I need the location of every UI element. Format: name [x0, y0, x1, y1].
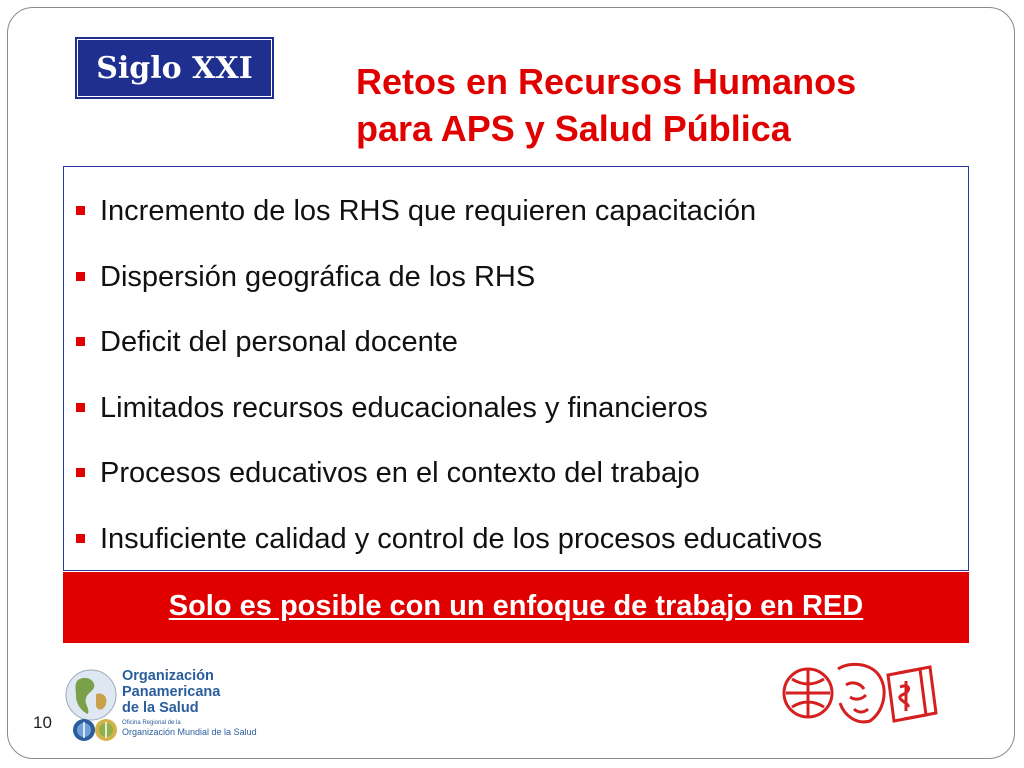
slide-title-line-1: Retos en Recursos Humanos [356, 61, 857, 102]
list-item [76, 259, 822, 325]
challenges-box [63, 166, 969, 571]
list-item-text: Deficit del personal docente [100, 326, 458, 359]
square-bullet-icon [76, 403, 85, 412]
logo-line-2: Panamericana [122, 684, 221, 700]
ops-logo [64, 666, 264, 748]
list-item-text: Incremento de los RHS que requieren capacitación [100, 195, 757, 227]
square-bullet-icon [76, 534, 85, 543]
square-bullet-icon [76, 468, 85, 477]
logo-line-1: Organización [122, 668, 214, 684]
list-item-text: Dispersión geográfica de los RHS [100, 260, 536, 293]
slide-title-line-2: para APS y Salud Pública [356, 108, 791, 149]
square-bullet-icon [76, 272, 85, 281]
challenges-list [76, 193, 822, 587]
paho-emblem-icon [94, 718, 118, 742]
slide-title [356, 58, 976, 152]
list-item-text: Procesos educativos en el contexto del trabajo [100, 457, 700, 490]
logo-small-line-1: Oficina Regional de la [122, 720, 181, 726]
century-badge: Siglo XXI [77, 39, 272, 97]
network-callout-text: Solo es posible con un enfoque de trabajo en RED [168, 590, 864, 622]
list-item [76, 193, 822, 259]
globe-icon [64, 668, 118, 722]
list-item-text: Limitados recursos educacionales y financieros [100, 391, 708, 424]
list-item [76, 390, 822, 456]
network-callout [63, 572, 969, 643]
page-number: 10 [33, 713, 52, 732]
square-bullet-icon [76, 337, 85, 346]
list-item [76, 324, 822, 390]
logo-line-3: de la Salud [122, 700, 199, 716]
who-emblem-icon [72, 718, 96, 742]
list-item-text: Insuficiente calidad y control de los procesos educativos [100, 522, 823, 555]
list-item [76, 455, 822, 521]
square-bullet-icon [76, 206, 85, 215]
logo-small-line-2: Organización Mundial de la Salud [122, 727, 257, 737]
campus-emblem-icon [780, 655, 950, 730]
